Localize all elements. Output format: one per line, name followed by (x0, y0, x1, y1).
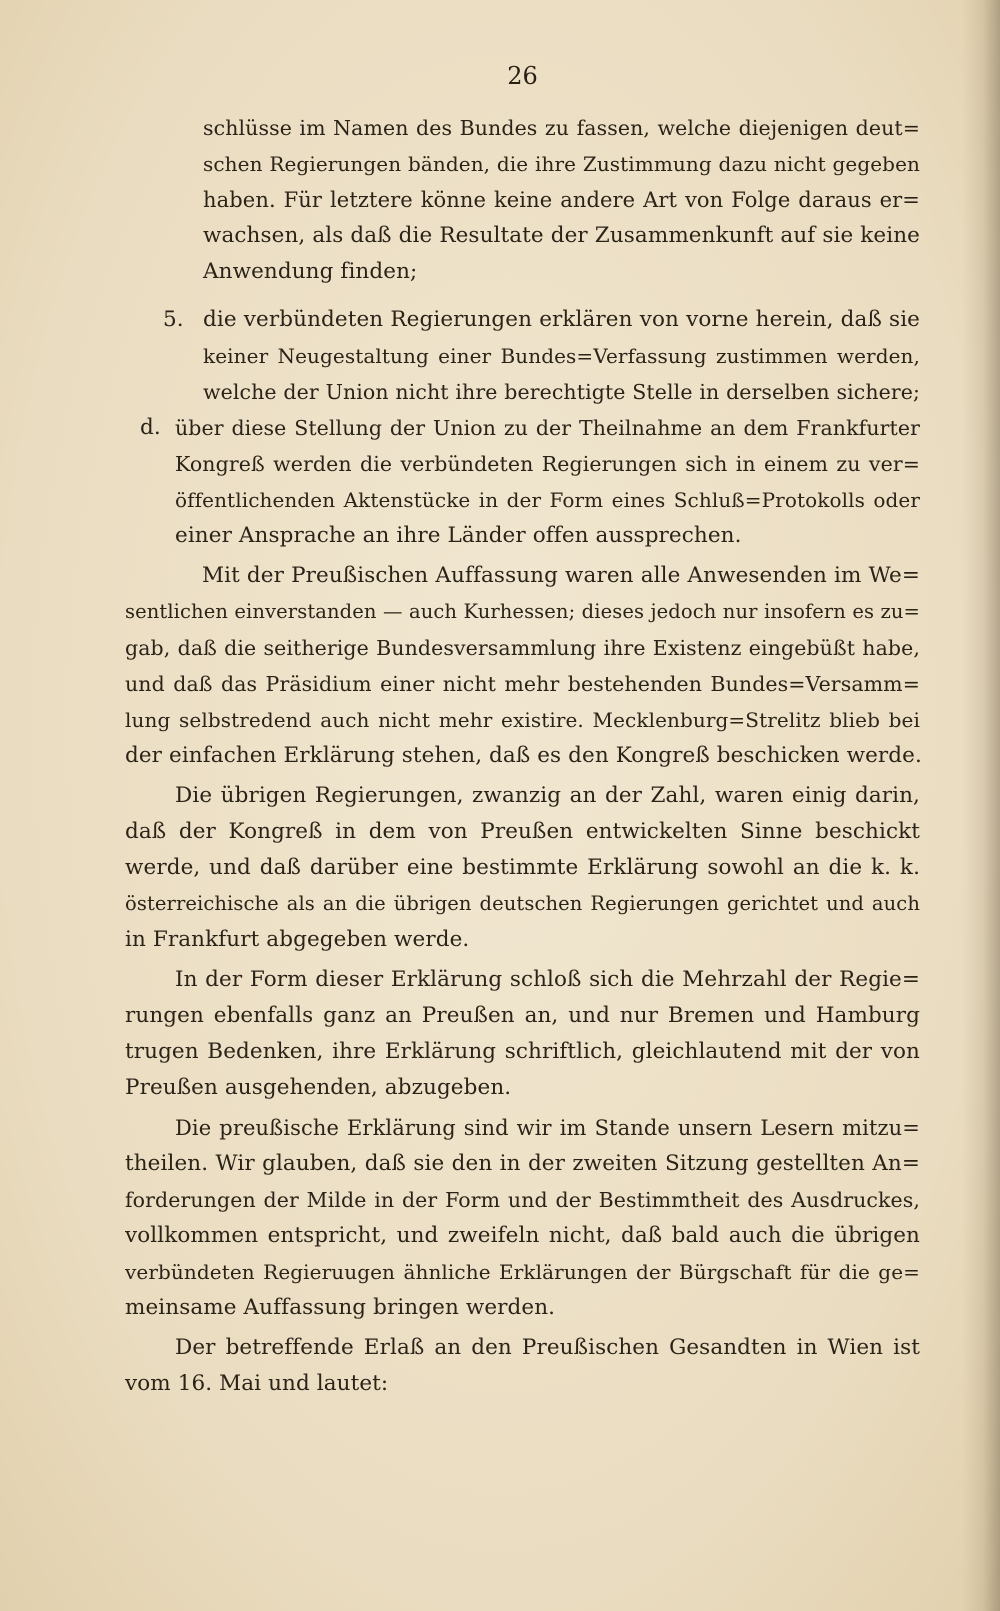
page-number: 26 (507, 62, 538, 90)
text-line: daß der Kongreß in dem von Preußen entwickelten Sinne beschickt (125, 819, 920, 844)
text-line: Anwendung finden; (203, 259, 418, 284)
text-line: Die preußische Erklärung sind wir im Stande unsern Lesern mitzu= (175, 1116, 920, 1140)
text-line: Der betreffende Erlaß an den Preußischen Gesandten in Wien ist (175, 1335, 920, 1360)
text-line: welche der Union nicht ihre berechtigte Stelle in derselben sichere; (203, 380, 920, 404)
text-line: vom 16. Mai und lautet: (125, 1371, 389, 1396)
text-line: Kongreß werden die verbündeten Regierungen sich in einem zu ver= (175, 452, 920, 476)
text-line: österreichische als an die übrigen deutschen Regierungen gerichtet und auch (125, 892, 920, 915)
text-line: Die übrigen Regierungen, zwanzig an der Zahl, waren einig darin, (175, 783, 920, 808)
text-line: lung selbstredend auch nicht mehr existire. Mecklenburg=Strelitz blieb bei (125, 708, 920, 732)
text-line: werde, und daß darüber eine bestimmte Erklärung sowohl an die k. k. (125, 855, 920, 880)
text-line: schlüsse im Namen des Bundes zu fassen, welche diejenigen deut= (203, 116, 920, 140)
text-line: haben. Für letztere könne keine andere Art von Folge daraus er= (203, 188, 920, 212)
text-line: sentlichen einverstanden — auch Kurhessen; dieses jedoch nur insofern es zu= (125, 600, 920, 623)
list-marker-5: 5. (163, 307, 184, 332)
text-line: Mit der Preußischen Auffassung waren alle Anwesenden im We= (202, 563, 920, 588)
text-line: forderungen der Milde in der Form und der Bestimmtheit des Ausdruckes, (125, 1188, 920, 1212)
text-line: der einfachen Erklärung stehen, daß es den Kongreß beschicken werde. (125, 743, 922, 768)
text-line: einer Ansprache an ihre Länder offen aussprechen. (175, 523, 742, 548)
text-line: vollkommen entspricht, und zweifeln nicht, daß bald auch die übrigen (125, 1223, 920, 1248)
text-line: wachsen, als daß die Resultate der Zusammenkunft auf sie keine (203, 223, 920, 248)
text-line: theilen. Wir glauben, daß sie den in der zweiten Sitzung gestellten An= (125, 1151, 920, 1176)
text-line: Preußen ausgehenden, abzugeben. (125, 1075, 512, 1100)
text-line: über diese Stellung der Union zu der Theilnahme an dem Frankfurter (175, 416, 920, 440)
text-line: in Frankfurt abgegeben werde. (125, 927, 470, 952)
text-line: gab, daß die seitherige Bundesversammlung ihre Existenz eingebüßt habe, (125, 636, 920, 660)
list-marker-d: d. (140, 415, 161, 440)
text-line: und daß das Präsidium einer nicht mehr bestehenden Bundes=Versamm= (125, 672, 920, 696)
text-line: In der Form dieser Erklärung schloß sich die Mehrzahl der Regie= (175, 967, 920, 992)
text-line: die verbündeten Regierungen erklären von vorne herein, daß sie (203, 307, 920, 332)
text-line: verbündeten Regieruugen ähnliche Erklärungen der Bürgschaft für die ge= (125, 1260, 920, 1284)
text-line: schen Regierungen bänden, die ihre Zustimmung dazu nicht gegeben (203, 152, 920, 176)
text-line: trugen Bedenken, ihre Erklärung schriftlich, gleichlautend mit der von (125, 1039, 920, 1064)
text-line: rungen ebenfalls ganz an Preußen an, und nur Bremen und Hamburg (125, 1003, 920, 1028)
text-line: öffentlichenden Aktenstücke in der Form eines Schluß=Protokolls oder (175, 488, 920, 512)
text-line: keiner Neugestaltung einer Bundes=Verfassung zustimmen werden, (203, 344, 920, 368)
text-line: meinsame Auffassung bringen werden. (125, 1295, 556, 1320)
